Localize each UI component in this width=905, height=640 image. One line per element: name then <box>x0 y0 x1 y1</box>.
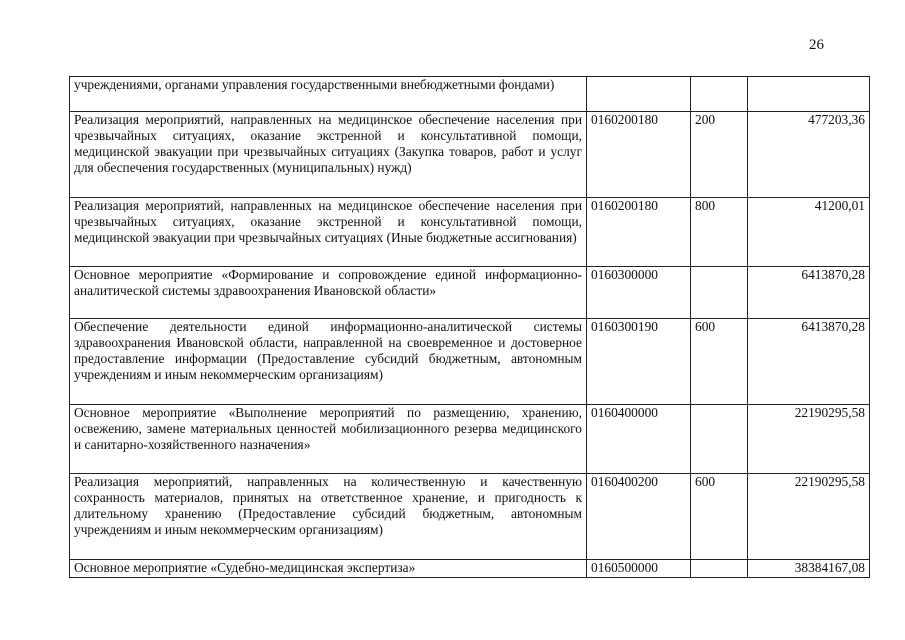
row-type-cell <box>691 77 748 112</box>
table-row <box>70 560 870 578</box>
table-row <box>70 405 870 474</box>
page-number: 26 <box>809 37 824 53</box>
row-type-cell <box>691 560 748 578</box>
row-amount-cell: 477203,36 <box>748 112 870 198</box>
row-code-cell: 0160300190 <box>587 319 691 405</box>
row-name-cell: Основное мероприятие «Судебно-медицинская экспертиза» <box>70 560 587 578</box>
row-name-cell: Основное мероприятие «Выполнение мероприятий по размещению, хранению, освежению, замене материальных ценностей мобилизационного резерва медицинского и санитарно-хозяйственного назначения» <box>70 405 587 474</box>
row-code-cell: 0160200180 <box>587 112 691 198</box>
row-type-cell <box>691 405 748 474</box>
row-amount-cell <box>748 77 870 112</box>
row-amount-cell: 22190295,58 <box>748 405 870 474</box>
row-type-cell: 600 <box>691 474 748 560</box>
row-code-cell: 0160300000 <box>587 267 691 319</box>
row-name-cell: Основное мероприятие «Формирование и сопровождение единой информационно-аналитической системы здравоохранения Ивановской области» <box>70 267 587 319</box>
row-code-cell: 0160400000 <box>587 405 691 474</box>
row-name-cell: Реализация мероприятий, направленных на количественную и качественную сохранность материалов, принятых на ответственное хранение, и пригодность к длительному хранению (Предоставление субсидий бюджетным, автономным учреждениям и иным некоммерческим организациям) <box>70 474 587 560</box>
row-code-cell: 0160200180 <box>587 198 691 267</box>
table-row <box>70 112 870 198</box>
row-code-cell: 0160400200 <box>587 474 691 560</box>
row-code-cell <box>587 77 691 112</box>
table-row <box>70 198 870 267</box>
row-type-cell: 600 <box>691 319 748 405</box>
budget-table <box>69 76 870 578</box>
table-row <box>70 474 870 560</box>
row-amount-cell: 41200,01 <box>748 198 870 267</box>
row-amount-cell: 22190295,58 <box>748 474 870 560</box>
row-amount-cell: 6413870,28 <box>748 267 870 319</box>
row-type-cell <box>691 267 748 319</box>
row-amount-cell: 6413870,28 <box>748 319 870 405</box>
row-code-cell: 0160500000 <box>587 560 691 578</box>
row-name-cell: учреждениями, органами управления государственными внебюджетными фондами) <box>70 77 587 112</box>
table-row <box>70 319 870 405</box>
table-row <box>70 267 870 319</box>
row-name-cell: Реализация мероприятий, направленных на медицинское обеспечение населения при чрезвычайных ситуациях, оказание экстренной и консультативной помощи, медицинской эвакуации при чрезвычайных ситуациях (Закупка товаров, работ и услуг для обеспечения государственных (муниципальных) нужд) <box>70 112 587 198</box>
row-name-cell: Обеспечение деятельности единой информационно-аналитической системы здравоохранения Ивановской области, направленной на своевременное и достоверное предоставление информации (Предоставление субсидий бюджетным, автономным учреждениям и иным некоммерческим организациям) <box>70 319 587 405</box>
row-name-cell: Реализация мероприятий, направленных на медицинское обеспечение населения при чрезвычайных ситуациях, оказание экстренной и консультативной помощи, медицинской эвакуации при чрезвычайных ситуациях (Иные бюджетные ассигнования) <box>70 198 587 267</box>
row-type-cell: 800 <box>691 198 748 267</box>
row-amount-cell: 38384167,08 <box>748 560 870 578</box>
table-row <box>70 77 870 112</box>
row-type-cell: 200 <box>691 112 748 198</box>
